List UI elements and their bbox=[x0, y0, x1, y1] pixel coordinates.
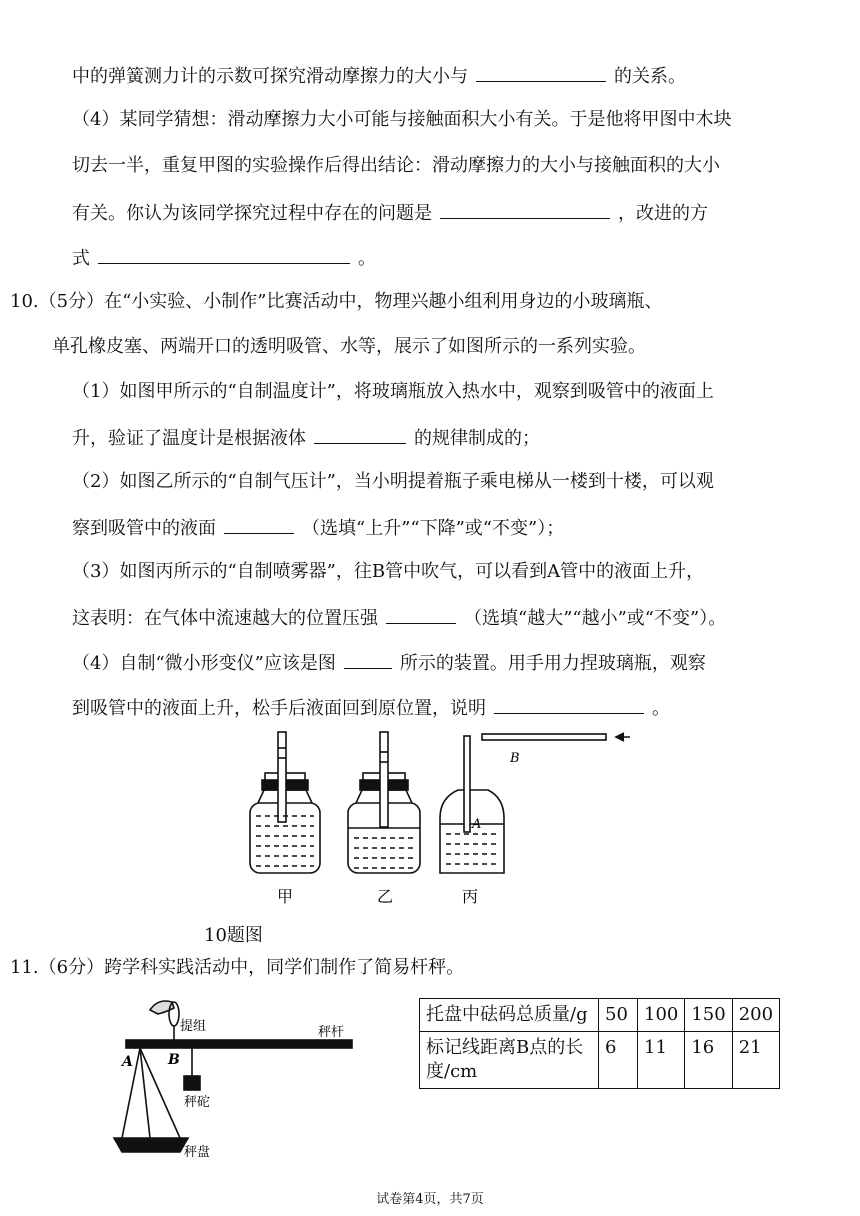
label-jia: 甲 bbox=[277, 887, 294, 906]
table-cell: 16 bbox=[685, 1032, 732, 1089]
label-yi: 乙 bbox=[377, 887, 394, 906]
q9-part4-line-2: 切去一半，重复甲图的实验操作后得出结论：滑动摩擦力的大小与接触面积的大小 bbox=[72, 155, 720, 176]
q10-part1-line-2 bbox=[72, 425, 540, 451]
table-cell: 11 bbox=[638, 1032, 685, 1089]
row-header: 标记线距离B点的长度/cm bbox=[420, 1032, 599, 1089]
table-row bbox=[420, 999, 780, 1032]
text: 。 bbox=[652, 698, 670, 719]
text: （4）自制“微小形变仪”应该是图 bbox=[72, 653, 336, 674]
q9-line-3 bbox=[72, 63, 686, 89]
answer-blank[interactable] bbox=[440, 200, 610, 219]
answer-blank[interactable] bbox=[476, 63, 606, 82]
table-row bbox=[420, 1032, 780, 1089]
text: ，改进的方 bbox=[618, 203, 708, 224]
label-B: B bbox=[168, 1052, 180, 1068]
label-A: A bbox=[472, 817, 482, 832]
text: 所示的装置。用手用力捏玻璃瓶，观察 bbox=[399, 653, 706, 674]
q9-part4-line-3 bbox=[72, 200, 708, 226]
text: 的关系。 bbox=[614, 66, 686, 87]
answer-blank[interactable] bbox=[344, 650, 392, 669]
text: 的规律制成的； bbox=[414, 428, 540, 449]
q9-part4-line-4 bbox=[72, 245, 376, 271]
answer-blank[interactable] bbox=[386, 605, 456, 624]
label-bing: 丙 bbox=[462, 887, 479, 906]
q11-stem: 11.（6分）跨学科实践活动中，同学们制作了简易杆秤。 bbox=[10, 957, 465, 978]
data-table bbox=[419, 998, 780, 1089]
label-tizu: 提组 bbox=[180, 1019, 207, 1034]
answer-blank[interactable] bbox=[314, 425, 406, 444]
table-cell: 150 bbox=[685, 999, 732, 1032]
text: 这表明：在气体中流速越大的位置压强 bbox=[72, 608, 378, 629]
q10-part3-line-2 bbox=[72, 605, 726, 631]
bottle-bing bbox=[440, 733, 630, 873]
text: 中的弹簧测力计的示数可探究滑动摩擦力的大小与 bbox=[72, 66, 468, 87]
q10-part2-line-2 bbox=[72, 515, 564, 541]
text: 。 bbox=[358, 248, 376, 269]
answer-blank[interactable] bbox=[494, 695, 644, 714]
text: 有关。你认为该同学探究过程中存在的问题是 bbox=[72, 203, 432, 224]
q10-part4-line-1 bbox=[72, 650, 706, 676]
label-chengtuo: 秤砣 bbox=[184, 1095, 211, 1110]
answer-blank[interactable] bbox=[98, 245, 350, 264]
q10-stem-2: 单孔橡皮塞、两端开口的透明吸管、水等，展示了如图所示的一系列实验。 bbox=[52, 336, 646, 357]
text: （选填“越大”“越小”或“不变”）。 bbox=[464, 608, 727, 629]
text: 察到吸管中的液面 bbox=[72, 518, 216, 539]
table-cell: 21 bbox=[732, 1032, 779, 1089]
table-cell: 6 bbox=[599, 1032, 638, 1089]
q10-part1-line-1: （1）如图甲所示的“自制温度计”，将玻璃瓶放入热水中，观察到吸管中的液面上 bbox=[72, 381, 714, 402]
page-footer: 试卷第4页，共7页 bbox=[376, 1192, 484, 1207]
bottle-jia bbox=[250, 732, 320, 873]
q10-part4-line-2 bbox=[72, 695, 670, 721]
label-B: B bbox=[510, 751, 520, 766]
table-cell: 50 bbox=[599, 999, 638, 1032]
figure-11-steelyard bbox=[110, 992, 370, 1164]
label-chenggan: 秤杆 bbox=[318, 1025, 345, 1040]
text: （选填“上升”“下降”或“不变”）； bbox=[302, 518, 565, 539]
row-header: 托盘中砝码总质量/g bbox=[420, 999, 599, 1032]
table-cell: 100 bbox=[638, 999, 685, 1032]
bottle-yi bbox=[348, 732, 420, 873]
q10-part3-line-1: （3）如图丙所示的“自制喷雾器”，往B管中吹气，可以看到A管中的液面上升， bbox=[72, 561, 705, 582]
label-A: A bbox=[122, 1054, 133, 1070]
figure-10-bottles bbox=[240, 728, 630, 910]
text: 升，验证了温度计是根据液体 bbox=[72, 428, 306, 449]
q9-part4-line-1: （4）某同学猜想：滑动摩擦力大小可能与接触面积大小有关。于是他将甲图中木块 bbox=[72, 109, 732, 130]
q10-part2-line-1: （2）如图乙所示的“自制气压计”，当小明提着瓶子乘电梯从一楼到十楼，可以观 bbox=[72, 471, 714, 492]
table-cell: 200 bbox=[732, 999, 779, 1032]
answer-blank[interactable] bbox=[224, 515, 294, 534]
figure-10-caption: 10题图 bbox=[204, 925, 263, 946]
text: 到吸管中的液面上升，松手后液面回到原位置，说明 bbox=[72, 698, 486, 719]
label-chengpan: 秤盘 bbox=[184, 1145, 211, 1160]
text: 式 bbox=[72, 248, 90, 269]
q10-stem-1: 10.（5分）在“小实验、小制作”比赛活动中，物理兴趣小组利用身边的小玻璃瓶、 bbox=[10, 291, 663, 312]
